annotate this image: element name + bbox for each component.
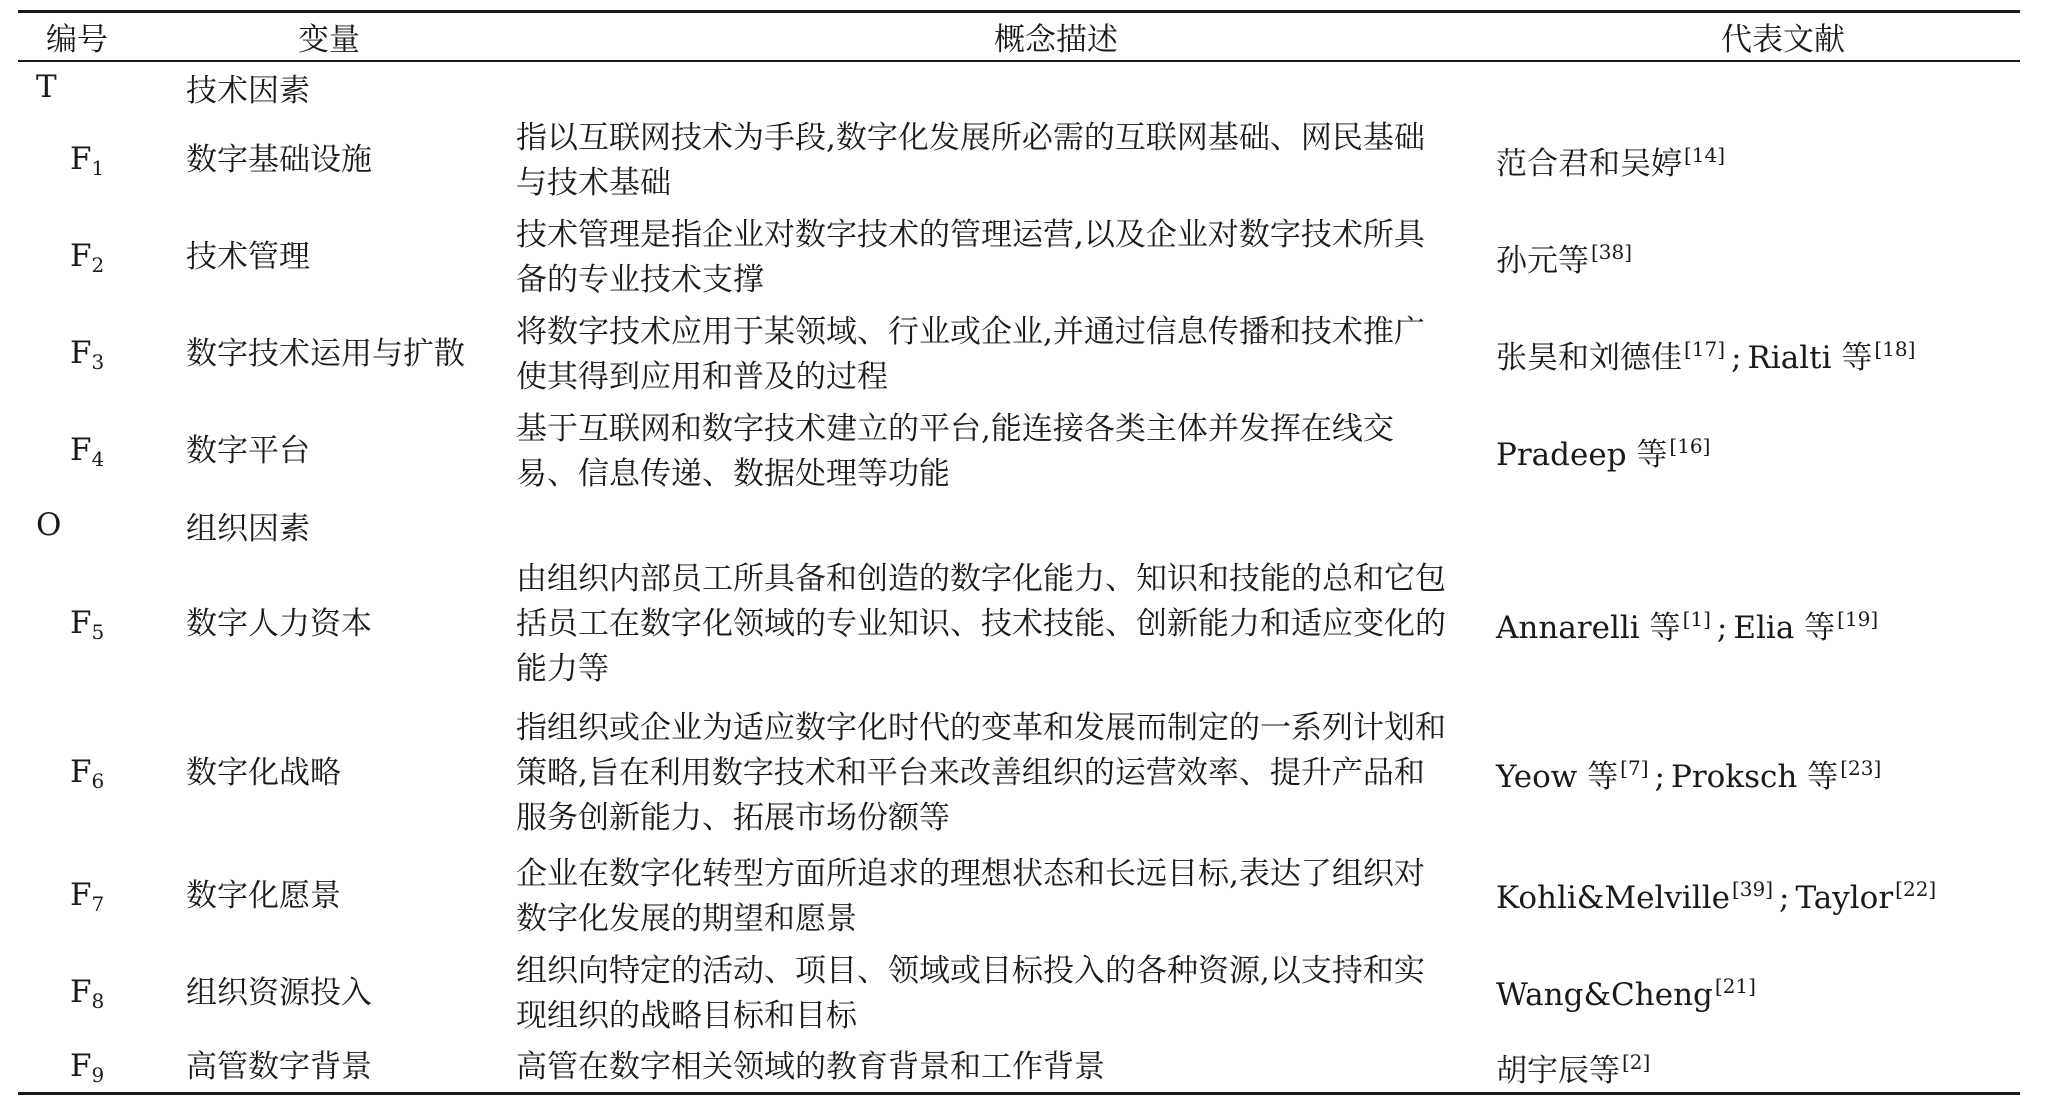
- factor-subscript: 5: [91, 620, 105, 644]
- header-description: 概念描述: [994, 22, 1118, 58]
- references-cell: [1456, 550, 2020, 699]
- reference-author: Elia 等: [1733, 610, 1836, 646]
- factor-letter: F: [70, 605, 92, 641]
- variable-cell: [136, 848, 486, 945]
- variable-cell: [136, 550, 486, 699]
- reference-number: [7]: [1620, 756, 1649, 780]
- table-row: [18, 209, 2020, 306]
- variable-cell: [136, 1042, 486, 1094]
- variable-cell: [136, 209, 486, 306]
- reference-separator: ;: [1731, 340, 1742, 376]
- factor-subscript: 9: [91, 1062, 105, 1087]
- reference-author: 范合君和吴婷: [1496, 146, 1682, 182]
- factor-letter: F: [70, 238, 92, 274]
- concept-description: 高管在数字相关领域的教育背景和工作背景: [516, 1048, 1105, 1085]
- table-row: [18, 403, 2020, 500]
- reference-author: Proksch 等: [1670, 759, 1839, 795]
- variable-name: 数字平台: [186, 433, 310, 469]
- table-row: [18, 1042, 2020, 1094]
- reference-author: Kohli&Melville: [1496, 880, 1730, 916]
- factor-letter: F: [70, 877, 92, 913]
- variable-name: 数字化愿景: [186, 878, 341, 914]
- concept-description: 基于互联网和数字技术建立的平台,能连接各类主体并发挥在线交易、信息传递、数据处理等功能: [516, 410, 1394, 492]
- reference-number: [1]: [1682, 607, 1711, 631]
- header-variable: 变量: [298, 22, 360, 58]
- group-row: [18, 500, 2020, 550]
- empty-cell: [1456, 500, 2020, 550]
- variable-cell: [136, 112, 486, 209]
- reference-number: [39]: [1731, 877, 1774, 901]
- factor-subscript: 7: [91, 892, 105, 916]
- factor-code: [18, 550, 136, 699]
- table-row: [18, 550, 2020, 699]
- concept-description: 将数字技术应用于某领域、行业或企业,并通过信息传播和技术推广使其得到应用和普及的过程: [516, 313, 1425, 395]
- factor-code: [18, 945, 136, 1042]
- factor-code: [18, 112, 136, 209]
- concept-description: 指以互联网技术为手段,数字化发展所必需的互联网基础、网民基础与技术基础: [516, 119, 1425, 201]
- reference-author: 胡宇辰等: [1496, 1052, 1620, 1089]
- references-cell: [1456, 209, 2020, 306]
- factor-letter: F: [70, 974, 92, 1010]
- table-row: [18, 848, 2020, 945]
- references-cell: [1456, 699, 2020, 848]
- factor-subscript: 6: [91, 769, 105, 793]
- concept-description: 由组织内部员工所具备和创造的数字化能力、知识和技能的总和它包括员工在数字化领域的专业知识、技术技能、创新能力和适应变化的能力等: [516, 561, 1446, 687]
- factor-table-container: [18, 10, 2020, 1095]
- table-body: [18, 61, 2020, 1094]
- factor-code: [18, 403, 136, 500]
- variable-name: 高管数字背景: [186, 1048, 372, 1085]
- concept-description: 组织向特定的活动、项目、领域或目标投入的各种资源,以支持和实现组织的战略目标和目标: [516, 952, 1425, 1034]
- reference-number: [38]: [1591, 240, 1633, 264]
- empty-cell: [486, 61, 1456, 112]
- group-row: [18, 61, 2020, 112]
- factor-subscript: 3: [91, 350, 105, 374]
- factor-subscript: 2: [91, 253, 105, 277]
- reference-author: Yeow 等: [1496, 759, 1619, 795]
- variable-name: 技术管理: [186, 239, 310, 275]
- variable-cell: [136, 699, 486, 848]
- references-cell: [1456, 403, 2020, 500]
- factor-table: [18, 10, 2020, 1095]
- reference-number: [2]: [1622, 1049, 1651, 1074]
- variable-cell: [136, 945, 486, 1042]
- variable-cell: [136, 403, 486, 500]
- reference-number: [21]: [1714, 974, 1756, 998]
- factor-letter: F: [70, 754, 92, 790]
- factor-letter: F: [70, 1047, 92, 1084]
- concept-description: 技术管理是指企业对数字技术的管理运营,以及企业对数字技术所具备的专业技术支撑: [516, 216, 1425, 298]
- group-code: T: [36, 69, 57, 105]
- empty-cell: [486, 500, 1456, 550]
- variable-name: 数字化战略: [186, 755, 341, 791]
- group-name: 技术因素: [186, 72, 310, 109]
- factor-subscript: 8: [91, 989, 105, 1013]
- concept-description: 指组织或企业为适应数字化时代的变革和发展而制定的一系列计划和策略,旨在利用数字技术和平台来改善组织的运营效率、提升产品和服务创新能力、拓展市场份额等: [516, 710, 1446, 836]
- factor-code: [18, 848, 136, 945]
- reference-number: [19]: [1837, 607, 1879, 631]
- reference-author: Annarelli 等: [1496, 610, 1681, 646]
- reference-author: Pradeep 等: [1496, 437, 1668, 473]
- factor-code: [18, 1042, 136, 1094]
- references-cell: [1456, 1042, 2020, 1094]
- variable-name: 数字基础设施: [186, 142, 372, 178]
- reference-number: [14]: [1684, 143, 1726, 167]
- empty-cell: [1456, 61, 2020, 112]
- table-header-row: [18, 12, 2020, 62]
- references-cell: [1456, 112, 2020, 209]
- factor-letter: F: [70, 335, 92, 371]
- references-cell: [1456, 848, 2020, 945]
- reference-author: Wang&Cheng: [1496, 977, 1713, 1013]
- reference-number: [17]: [1684, 337, 1726, 361]
- reference-separator: ;: [1779, 880, 1790, 916]
- header-references: 代表文献: [1721, 22, 1845, 58]
- concept-description: 企业在数字化转型方面所追求的理想状态和长远目标,表达了组织对数字化发展的期望和愿景: [516, 855, 1425, 937]
- table-row: [18, 699, 2020, 848]
- references-cell: [1456, 945, 2020, 1042]
- factor-subscript: 1: [91, 156, 105, 180]
- references-cell: [1456, 306, 2020, 403]
- group-code: O: [36, 507, 62, 543]
- factor-subscript: 4: [91, 447, 105, 471]
- table-row: [18, 306, 2020, 403]
- reference-author: Rialti 等: [1747, 340, 1873, 376]
- header-id: 编号: [46, 22, 108, 58]
- factor-letter: F: [70, 432, 92, 468]
- reference-author: 孙元等: [1496, 243, 1589, 279]
- variable-name: 数字技术运用与扩散: [186, 336, 465, 372]
- table-row: [18, 112, 2020, 209]
- group-name: 组织因素: [186, 510, 310, 547]
- reference-separator: ;: [1716, 610, 1728, 646]
- reference-number: [18]: [1874, 337, 1916, 361]
- reference-number: [23]: [1840, 756, 1882, 780]
- factor-code: [18, 306, 136, 403]
- factor-code: [18, 699, 136, 848]
- factor-code: [18, 209, 136, 306]
- reference-author: Taylor: [1795, 880, 1894, 916]
- reference-author: 张昊和刘德佳: [1496, 340, 1682, 376]
- reference-number: [16]: [1669, 434, 1711, 458]
- factor-letter: F: [70, 141, 92, 177]
- variable-name: 组织资源投入: [186, 975, 372, 1011]
- variable-cell: [136, 306, 486, 403]
- table-row: [18, 945, 2020, 1042]
- reference-separator: ;: [1654, 759, 1665, 795]
- reference-number: [22]: [1895, 877, 1937, 901]
- variable-name: 数字人力资本: [186, 606, 372, 642]
